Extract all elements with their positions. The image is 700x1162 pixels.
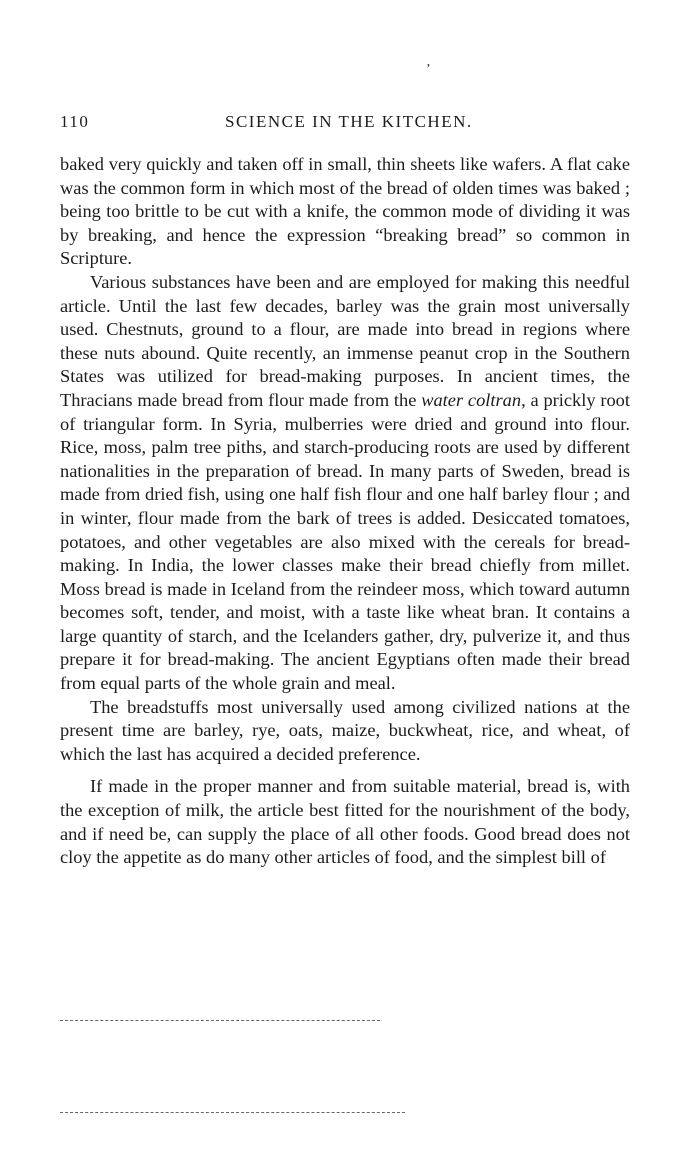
- paragraph-3-text: The breadstuffs most universally used among civilized nations at the present time are barley, rye, oats, maize, buckwheat, rice, and wheat, of which the last has acquired a decided preference.: [60, 696, 630, 764]
- running-header: [60, 112, 640, 136]
- paragraph-1-text: baked very quickly and taken off in small, thin sheets like wafers. A flat cake was the common form in which most of the bread of olden times was baked ; being too brittle to be cut with a knife, the common mode of dividing it was by breaking, and hence the expression “breaking bread” so common in Scripture.: [60, 154, 630, 269]
- bottom-rule: [60, 1020, 380, 1021]
- paragraph-3: [60, 696, 630, 767]
- paragraph-4-text: If made in the proper manner and from suitable material, bread is, with the exception of milk, the article best fitted for the nourishment of the body, and if need be, can supply the place of all other foods. Good bread does not cloy the appetite as do many other articles of food, and the simplest bill of: [60, 776, 630, 868]
- paragraph-2-text-b: , a prickly root of triangular form. In Syria, mulberries were dried and ground into flour. Rice, moss, palm tree piths, and starch-producing roots are used by different nationalities in the preparation of bread. In many parts of Sweden, bread is made from dried fish, using one half fish flour and one half barley flour ; and in winter, flour made from the bark of trees is added. Desiccated tomatoes, potatoes, and other vegetables are also mixed with the cereals for bread-making. In India, the lower classes make their bread chiefly from millet. Moss bread is made in Iceland from the reindeer moss, which toward autumn becomes soft, tender, and moist, with a taste like wheat bran. It contains a large quantity of starch, and the Icelanders gather, dry, pulverize it, and thus prepare it for bread-making. The ancient Egyptians often made their bread from equal parts of the whole grain and meal.: [60, 389, 630, 694]
- paragraph-2: [60, 271, 630, 696]
- paragraph-2-italic-term: water coltran: [421, 389, 522, 410]
- running-title: SCIENCE IN THE KITCHEN.: [225, 112, 473, 131]
- paragraph-4: [60, 775, 630, 869]
- paragraph-1: [60, 153, 630, 271]
- ink-speck: ’: [426, 62, 431, 77]
- page-number: 110: [60, 112, 90, 131]
- body-text: [60, 153, 630, 870]
- footer-rule: [60, 1112, 405, 1113]
- paragraph-2-text-a: Various substances have been and are employed for making this needful article. Until the last few decades, barley was the grain most universally used. Chestnuts, ground to a flour, are made into bread in regions where these nuts abound. Quite recently, an immense peanut crop in the Southern States was utilized for bread-making purposes. In ancient times, the Thracians made bread from flour made from the: [60, 271, 630, 410]
